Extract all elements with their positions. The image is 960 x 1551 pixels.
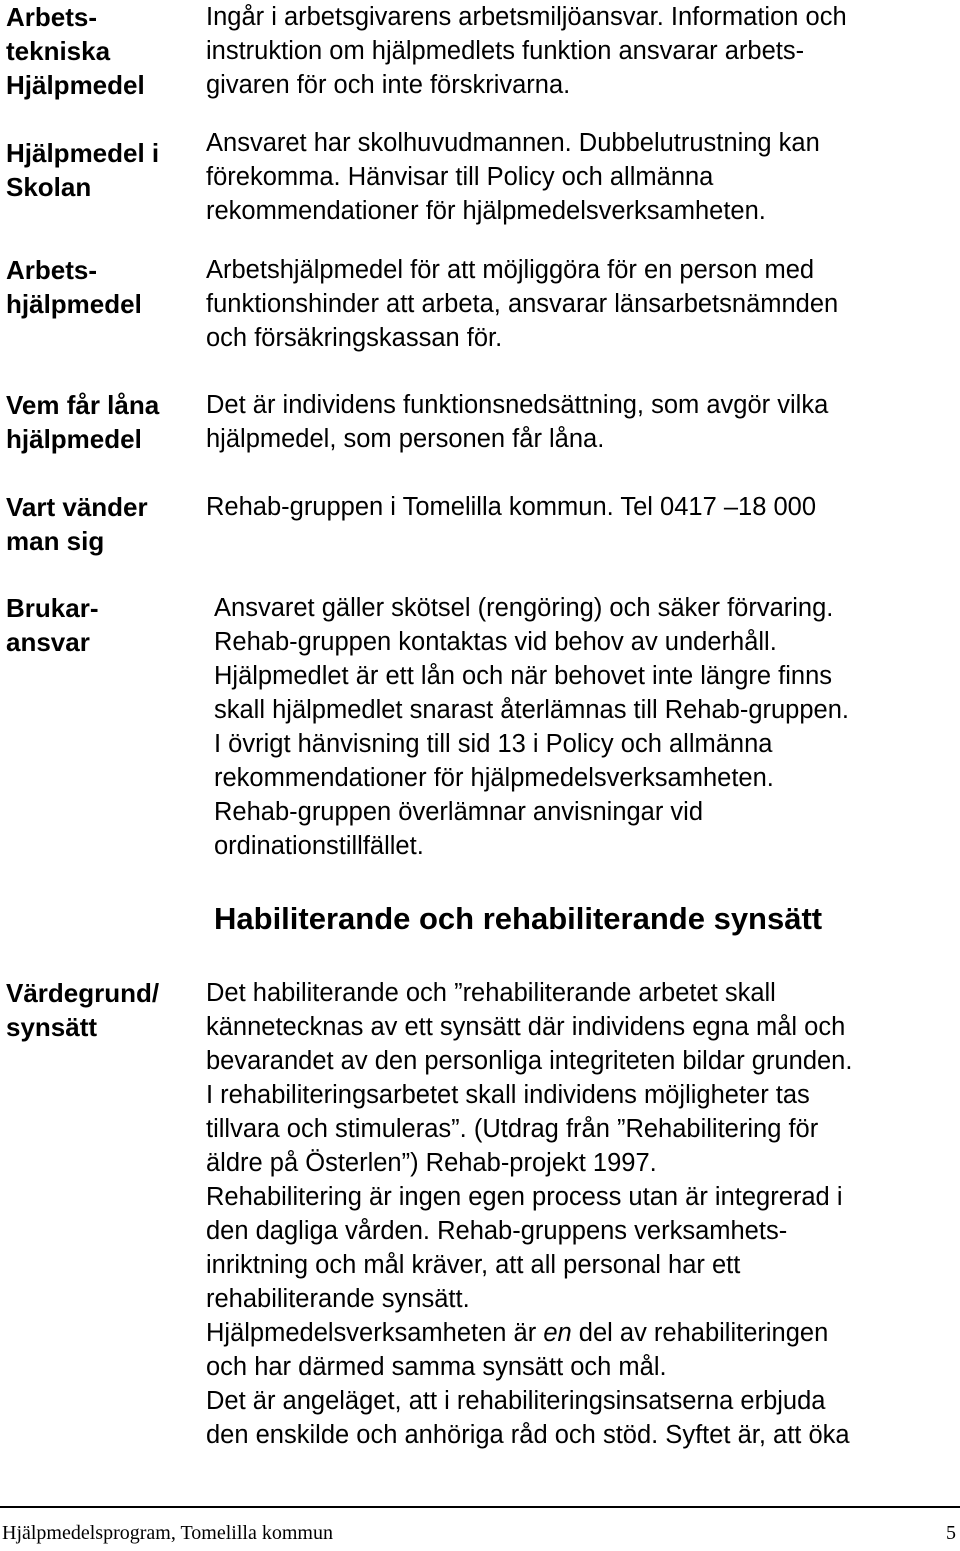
footer-title: Hjälpmedelsprogram, Tomelilla kommun <box>2 1522 333 1544</box>
text-arbetshjalpmedel: Arbetshjälpmedel för att möjliggöra för en person med funktionshinder att arbeta, ansvarar länsarbetsnämnden och försäkringskassan för. <box>206 256 839 352</box>
text-vardegrund-synsatt <box>206 976 956 1452</box>
label-vem-far-lana-hjalpmedel: Vem får låna hjälpmedel <box>6 390 160 454</box>
text-arbetstekniska-hjalpmedel: Ingår i arbetsgivarens arbetsmiljöansvar. Information och instruktion om hjälpmedlets funktion ansvarar arbets- givaren för och inte förskrivarna. <box>206 3 847 99</box>
label-arbetstekniska-hjalpmedel: Arbets- tekniska Hjälpmedel <box>6 2 145 100</box>
text-brukaransvar: Ansvaret gäller skötsel (rengöring) och säker förvaring. Rehab-gruppen kontaktas vid behov av underhåll. Hjälpmedlet är ett lån och när behovet inte längre finns skall hjälpmedlet snarast återlämnas till Rehab-gruppen. I övrigt hänvisning till sid 13 i Policy och allmänna rekommendationer för hjälpmedelsverksamheten. Rehab-gruppen överlämnar anvisningar vid ordinationstillfället. <box>214 594 849 860</box>
text-part-1: Det habiliterande och ”rehabiliterande arbetet skall kännetecknas av ett synsätt där individens egna mål och bevarandet av den personliga integriteten bildar grunden. I rehabiliteringsarbetet skall individens möjligheter tas tillvara och stimuleras”. (Utdrag från ”Rehabilitering för äldre på Österlen”) Rehab-projekt 1997. Rehabilitering är ingen egen process utan är integrerad i den dagliga vården. Rehab-gruppens verksamhets- inriktning och mål kräver, att all personal har ett rehabiliterande synsätt. Hjälpmedelsverksamheten är <box>206 979 853 1347</box>
label-arbetshjalpmedel: Arbets- hjälpmedel <box>6 255 142 319</box>
page-number: 5 <box>946 1522 956 1544</box>
text-hjalpmedel-i-skolan: Ansvaret har skolhuvudmannen. Dubbelutrustning kan förekomma. Hänvisar till Policy och allmänna rekommendationer för hjälpmedelsverksamheten. <box>206 129 820 225</box>
footer-divider <box>0 1506 960 1508</box>
text-part-2: del av rehabiliteringen och har därmed samma synsätt och mål. Det är angeläget, att i rehabiliteringsinsatserna erbjuda den enskilde och anhöriga råd och stöd. Syftet är, att öka <box>206 1319 850 1449</box>
label-vart-vander-man-sig: Vart vänder man sig <box>6 492 148 556</box>
section-heading: Habiliterande och rehabiliterande synsätt <box>214 901 823 936</box>
label-brukaransvar: Brukar- ansvar <box>6 593 99 657</box>
text-vart-vander-man-sig: Rehab-gruppen i Tomelilla kommun. Tel 0417 –18 000 <box>206 493 817 521</box>
text-vem-far-lana-hjalpmedel: Det är individens funktionsnedsättning, som avgör vilka hjälpmedel, som personen får låna. <box>206 391 829 453</box>
label-vardegrund-synsatt: Värdegrund/ synsätt <box>6 978 160 1042</box>
text-emphasis: en <box>543 1319 572 1347</box>
label-hjalpmedel-i-skolan: Hjälpmedel i Skolan <box>6 138 160 202</box>
